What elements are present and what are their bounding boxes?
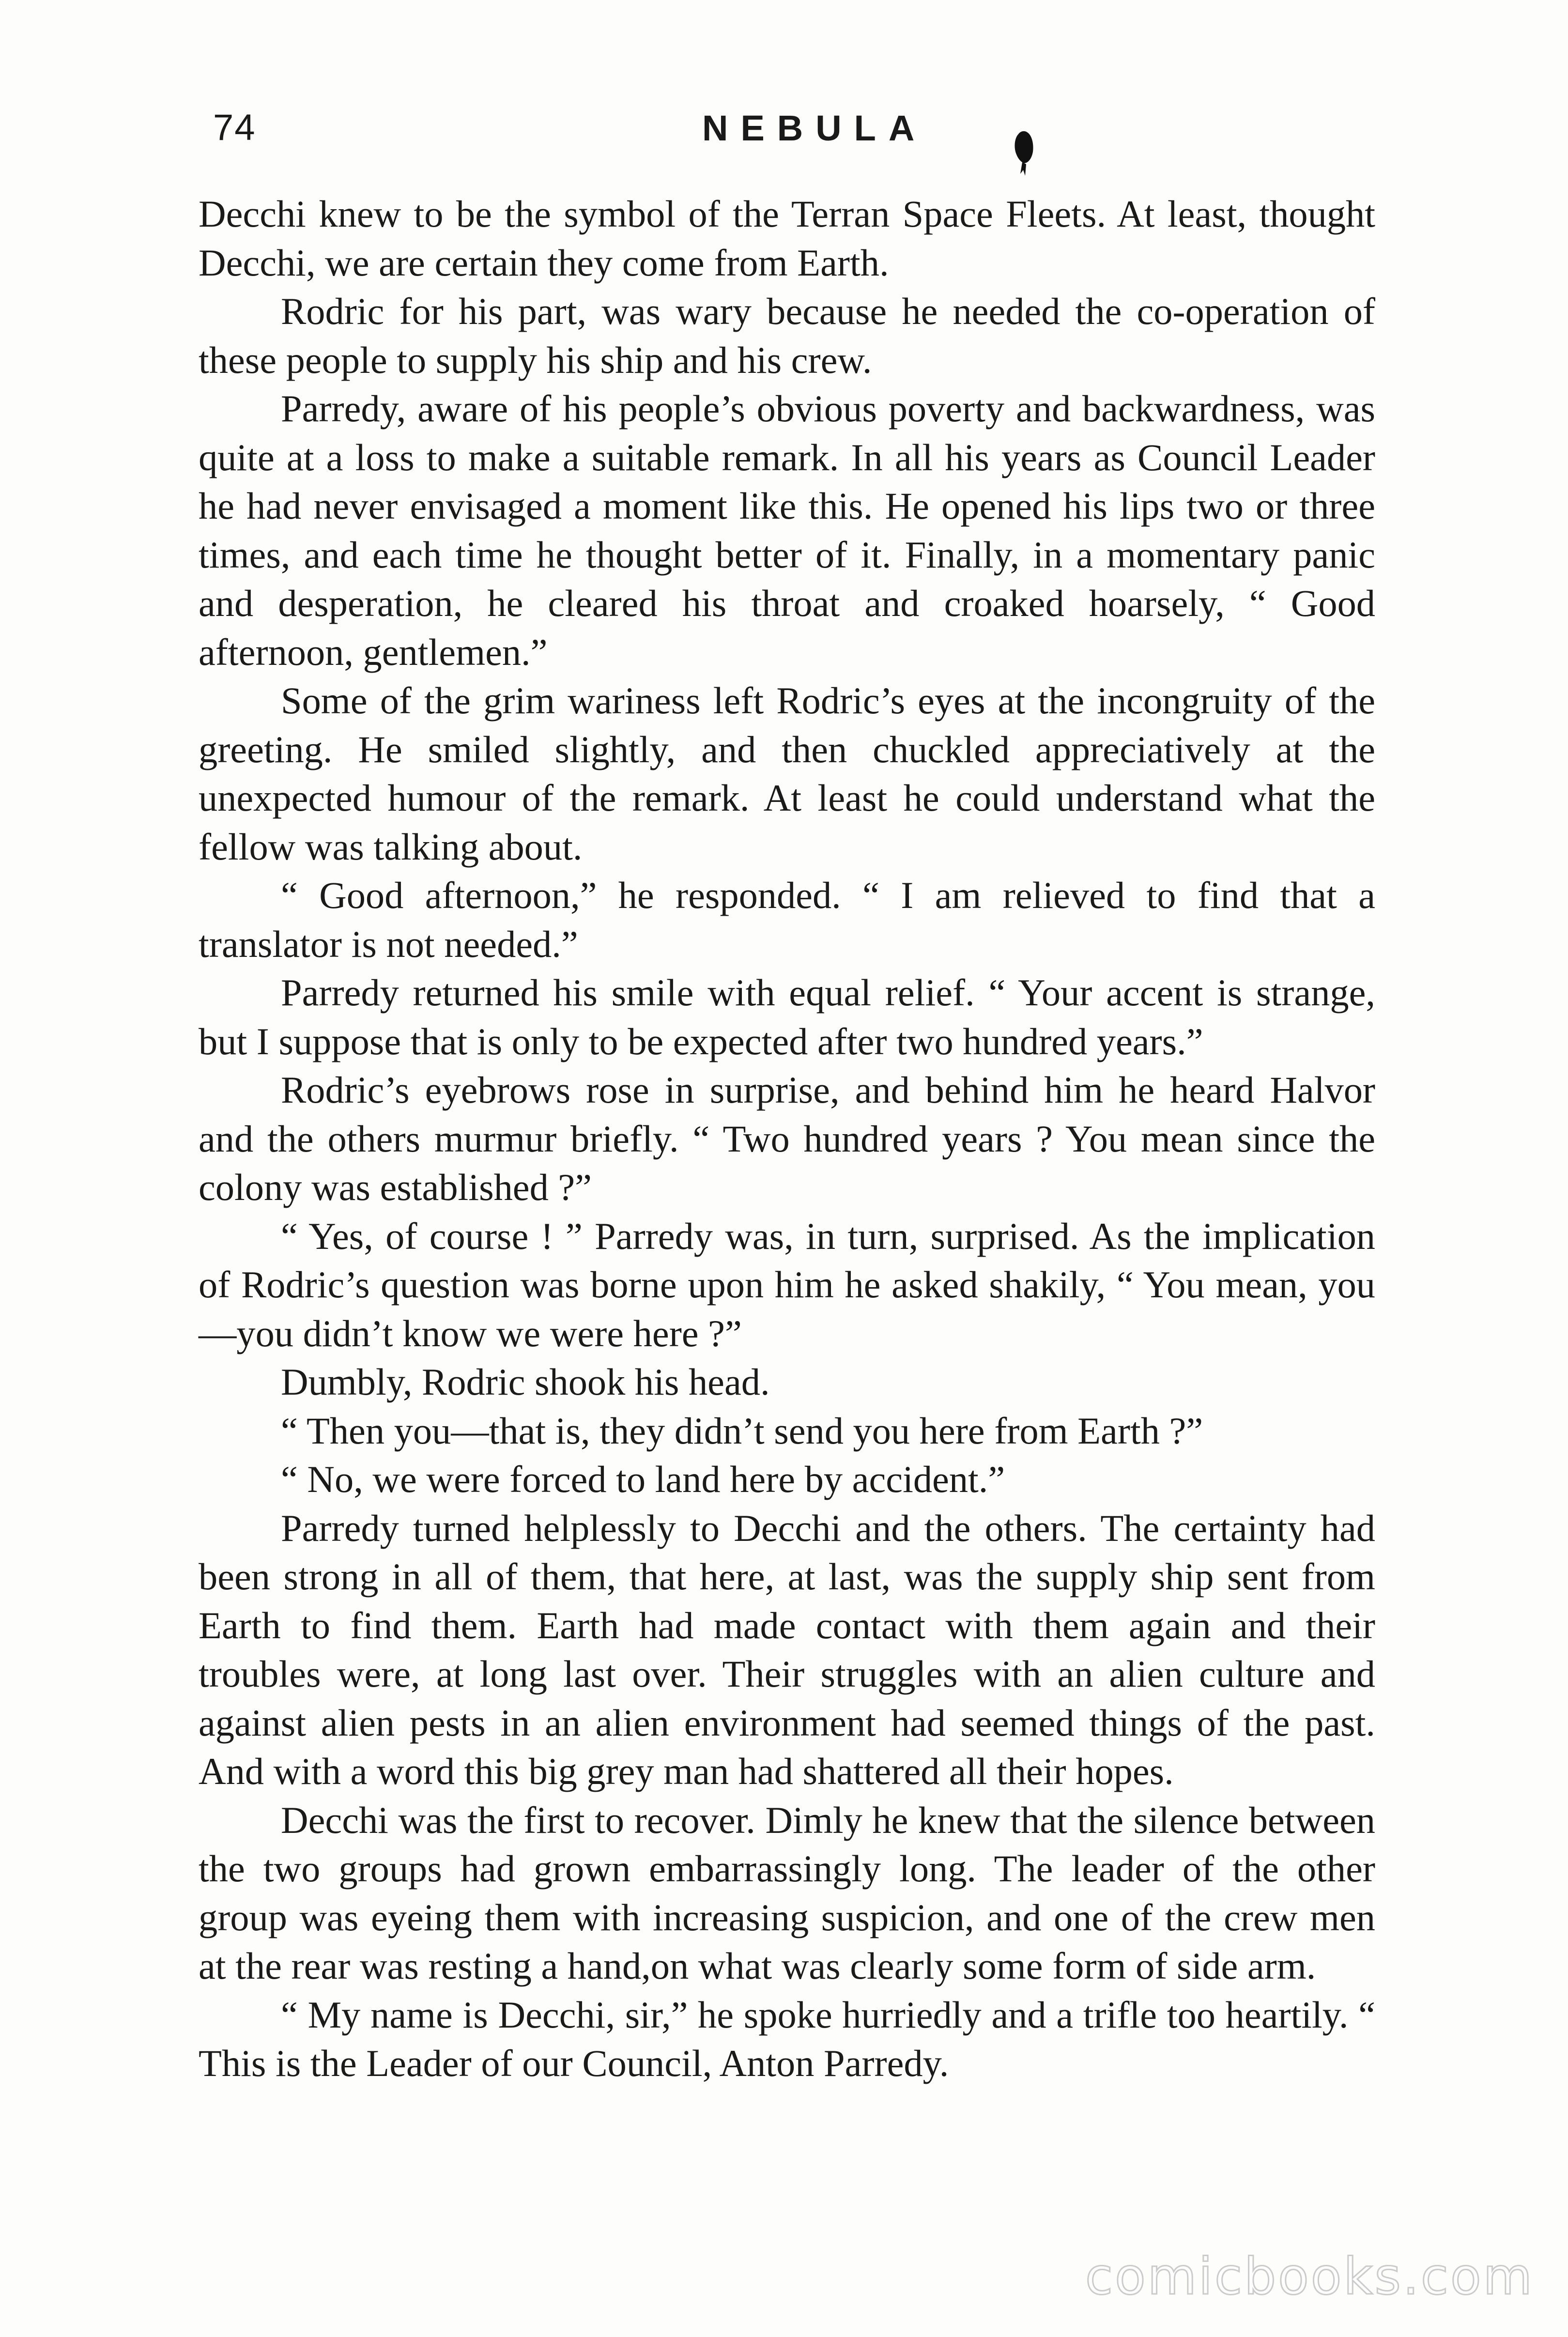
paragraph-3: Parredy, aware of his people’s obvious poverty and backwardness, was quite at a loss to make a suitable remark. In all his years as Council Leader he had never envisaged a moment like this. He opened his lips two or three times, and each time he thought better of it. Finally, in a momentary panic and desperation, he cleared his throat and croaked hoarsely, “ Good afternoon, gentlemen.” [199,387,1375,673]
paragraph-2: Rodric for his part, was wary because he needed the co-operation of these people to supply his ship and his crew. [199,290,1375,381]
paragraph-13: Decchi was the first to recover. Dimly he knew that the silence between the two groups had grown embarrassingly long. The leader of the other group was eyeing them with increasing suspicion, and one of the crew men at the rear was resting a hand,on what was clearly some form of side arm. [199,1799,1375,1987]
paragraph-14: “ My name is Decchi, sir,” he spoke hurriedly and a trifle too heartily. “ This is the Leader of our Council, Anton Parredy. [199,1993,1375,2084]
paragraph-4: Some of the grim wariness left Rodric’s eyes at the incongruity of the greeting. He smiled slightly, and then chuckled appreciatively at the unexpected humour of the remark. At least he could understand what the fellow was talking about. [199,679,1375,868]
paragraph-12: Parredy turned helplessly to Decchi and the others. The certainty had been strong in all of them, that here, at last, was the supply ship sent from Earth to find them. Earth had made contact with them again and their troubles were, at long last over. Their struggles with an alien culture and against alien pests in an alien environment had seemed things of the past. And with a word this big grey man had shattered all their hopes. [199,1507,1375,1792]
paragraph-9: Dumbly, Rodric shook his head. [281,1361,770,1403]
paragraph-1: Decchi knew to be the symbol of the Terran Space Fleets. At least, thought Decchi, we are certain they come from Earth. [199,193,1375,284]
paragraph-11: “ No, we were forced to land here by accident.” [281,1458,1005,1500]
site-watermark: comicbooks.com [1085,2247,1534,2306]
paragraph-6: Parredy returned his smile with equal relief. “ Your accent is strange, but I suppose that is only to be expected after two hundred years.” [199,971,1375,1062]
body-text [199,190,1375,2088]
paragraph-8: “ Yes, of course ! ” Parredy was, in turn, surprised. As the implication of Rodric’s question was borne upon him he asked shakily, “ You mean, you—you didn’t know we were here ?” [199,1215,1375,1354]
paragraph-10: “ Then you—that is, they didn’t send you here from Earth ?” [281,1409,1203,1452]
ink-blot-mark [1010,123,1039,177]
page-header [194,97,1375,165]
page-number: 74 [213,107,256,148]
paragraph-7: Rodric’s eyebrows rose in surprise, and behind him he heard Halvor and the others murmur briefly. “ Two hundred years ? You mean since the colony was established ?” [199,1069,1375,1208]
running-title: NEBULA [702,108,927,148]
paragraph-5: “ Good afternoon,” he responded. “ I am relieved to find that a translator is not needed.” [199,874,1375,965]
